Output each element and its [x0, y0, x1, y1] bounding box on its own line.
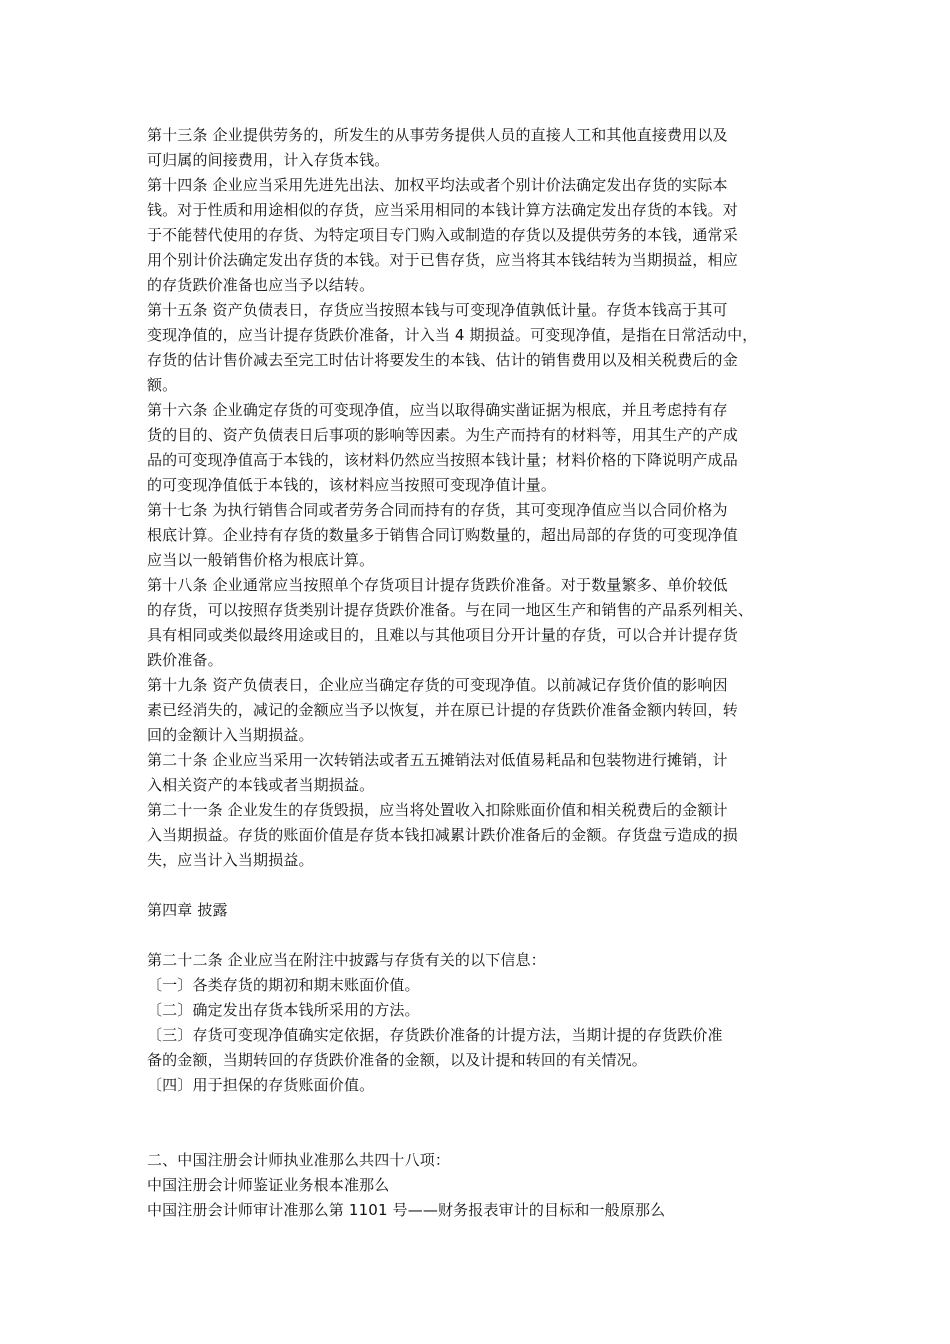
section-heading: 二、中国注册会计师执业准那么共四十八项： [147, 1151, 451, 1169]
text-line: 〔二〕确定发出存货本钱所采用的方法。 [147, 1001, 420, 1019]
text-line: 中国注册会计师审计准那么第 1101 号——财务报表审计的目标和一般原那么 [147, 1201, 666, 1219]
text-line: 第十四条 企业应当采用先进先出法、加权平均法或者个别计价法确定发出存货的实际本 [147, 176, 728, 194]
text-line: 第十七条 为执行销售合同或者劳务合同而持有的存货，其可变现净值应当以合同价格为 [147, 501, 728, 519]
text-line: 第十六条 企业确定存货的可变现净值，应当以取得确实凿证据为根底，并且考虑持有存 [147, 401, 728, 419]
text-line: 回的金额计入当期损益。 [147, 726, 314, 744]
text-line: 的存货，可以按照存货类别计提存货跌价准备。与在同一地区生产和销售的产品系列相关、 [147, 601, 754, 619]
text-line: 应当以一般销售价格为根底计算。 [147, 551, 375, 569]
text-line: 中国注册会计师鉴证业务根本准那么 [147, 1176, 390, 1194]
text-line: 用个别计价法确定发出存货的本钱。对于已售存货，应当将其本钱结转为当期损益，相应 [147, 251, 738, 269]
text-line: 第十九条 资产负债表日，企业应当确定存货的可变现净值。以前减记存货价值的影响因 [147, 676, 728, 694]
text-line: 失，应当计入当期损益。 [147, 851, 314, 869]
text-line: 额。 [147, 376, 178, 394]
text-line: 钱。对于性质和用途相似的存货，应当采用相同的本钱计算方法确定发出存货的本钱。对 [147, 201, 738, 219]
text-line: 的存货跌价准备也应当予以结转。 [147, 276, 375, 294]
text-line: 的可变现净值低于本钱的，该材料应当按照可变现净值计量。 [147, 476, 557, 494]
text-line: 变现净值的，应当计提存货跌价准备，计入当 4 期损益。可变现净值，是指在日常活动中， [147, 326, 758, 344]
text-line: 跌价准备。 [147, 651, 223, 669]
text-line: 第二十一条 企业发生的存货毁损，应当将处置收入扣除账面价值和相关税费后的金额计 [147, 801, 728, 819]
text-line: 可归属的间接费用，计入存货本钱。 [147, 151, 390, 169]
text-line: 具有相同或类似最终用途或目的，且难以与其他项目分开计量的存货，可以合并计提存货 [147, 626, 738, 644]
text-line: 第十八条 企业通常应当按照单个存货项目计提存货跌价准备。对于数量繁多、单价较低 [147, 576, 728, 594]
text-line: 第十五条 资产负债表日，存货应当按照本钱与可变现净值孰低计量。存货本钱高于其可 [147, 301, 728, 319]
text-line: 备的金额，当期转回的存货跌价准备的金额，以及计提和转回的有关情况。 [147, 1051, 647, 1069]
text-line: 存货的估计售价减去至完工时估计将要发生的本钱、估计的销售费用以及相关税费后的金 [147, 351, 738, 369]
text-line: 〔三〕存货可变现净值确实定依据，存货跌价准备的计提方法，当期计提的存货跌价准 [147, 1026, 723, 1044]
text-line: 〔四〕用于担保的存货账面价值。 [147, 1076, 375, 1094]
text-line: 品的可变现净值高于本钱的，该材料仍然应当按照本钱计量；材料价格的下降说明产成品 [147, 451, 738, 469]
chapter-heading: 第四章 披露 [147, 901, 228, 919]
text-line: 于不能替代使用的存货、为特定项目专门购入或制造的存货以及提供劳务的本钱，通常采 [147, 226, 738, 244]
text-line: 第二十条 企业应当采用一次转销法或者五五摊销法对低值易耗品和包装物进行摊销，计 [147, 751, 728, 769]
text-line: 〔一〕各类存货的期初和期末账面价值。 [147, 976, 420, 994]
text-line: 第二十二条 企业应当在附注中披露与存货有关的以下信息： [147, 951, 546, 969]
text-line: 入当期损益。存货的账面价值是存货本钱扣减累计跌价准备后的金额。存货盘亏造成的损 [147, 826, 738, 844]
text-line: 根底计算。企业持有存货的数量多于销售合同订购数量的，超出局部的存货的可变现净值 [147, 526, 738, 544]
text-line: 素已经消失的，减记的金额应当予以恢复，并在原已计提的存货跌价准备金额内转回，转 [147, 701, 738, 719]
text-line: 第十三条 企业提供劳务的，所发生的从事劳务提供人员的直接人工和其他直接费用以及 [147, 126, 728, 144]
text-line: 入相关资产的本钱或者当期损益。 [147, 776, 375, 794]
text-line: 货的目的、资产负债表日后事项的影响等因素。为生产而持有的材料等，用其生产的产成 [147, 426, 738, 444]
